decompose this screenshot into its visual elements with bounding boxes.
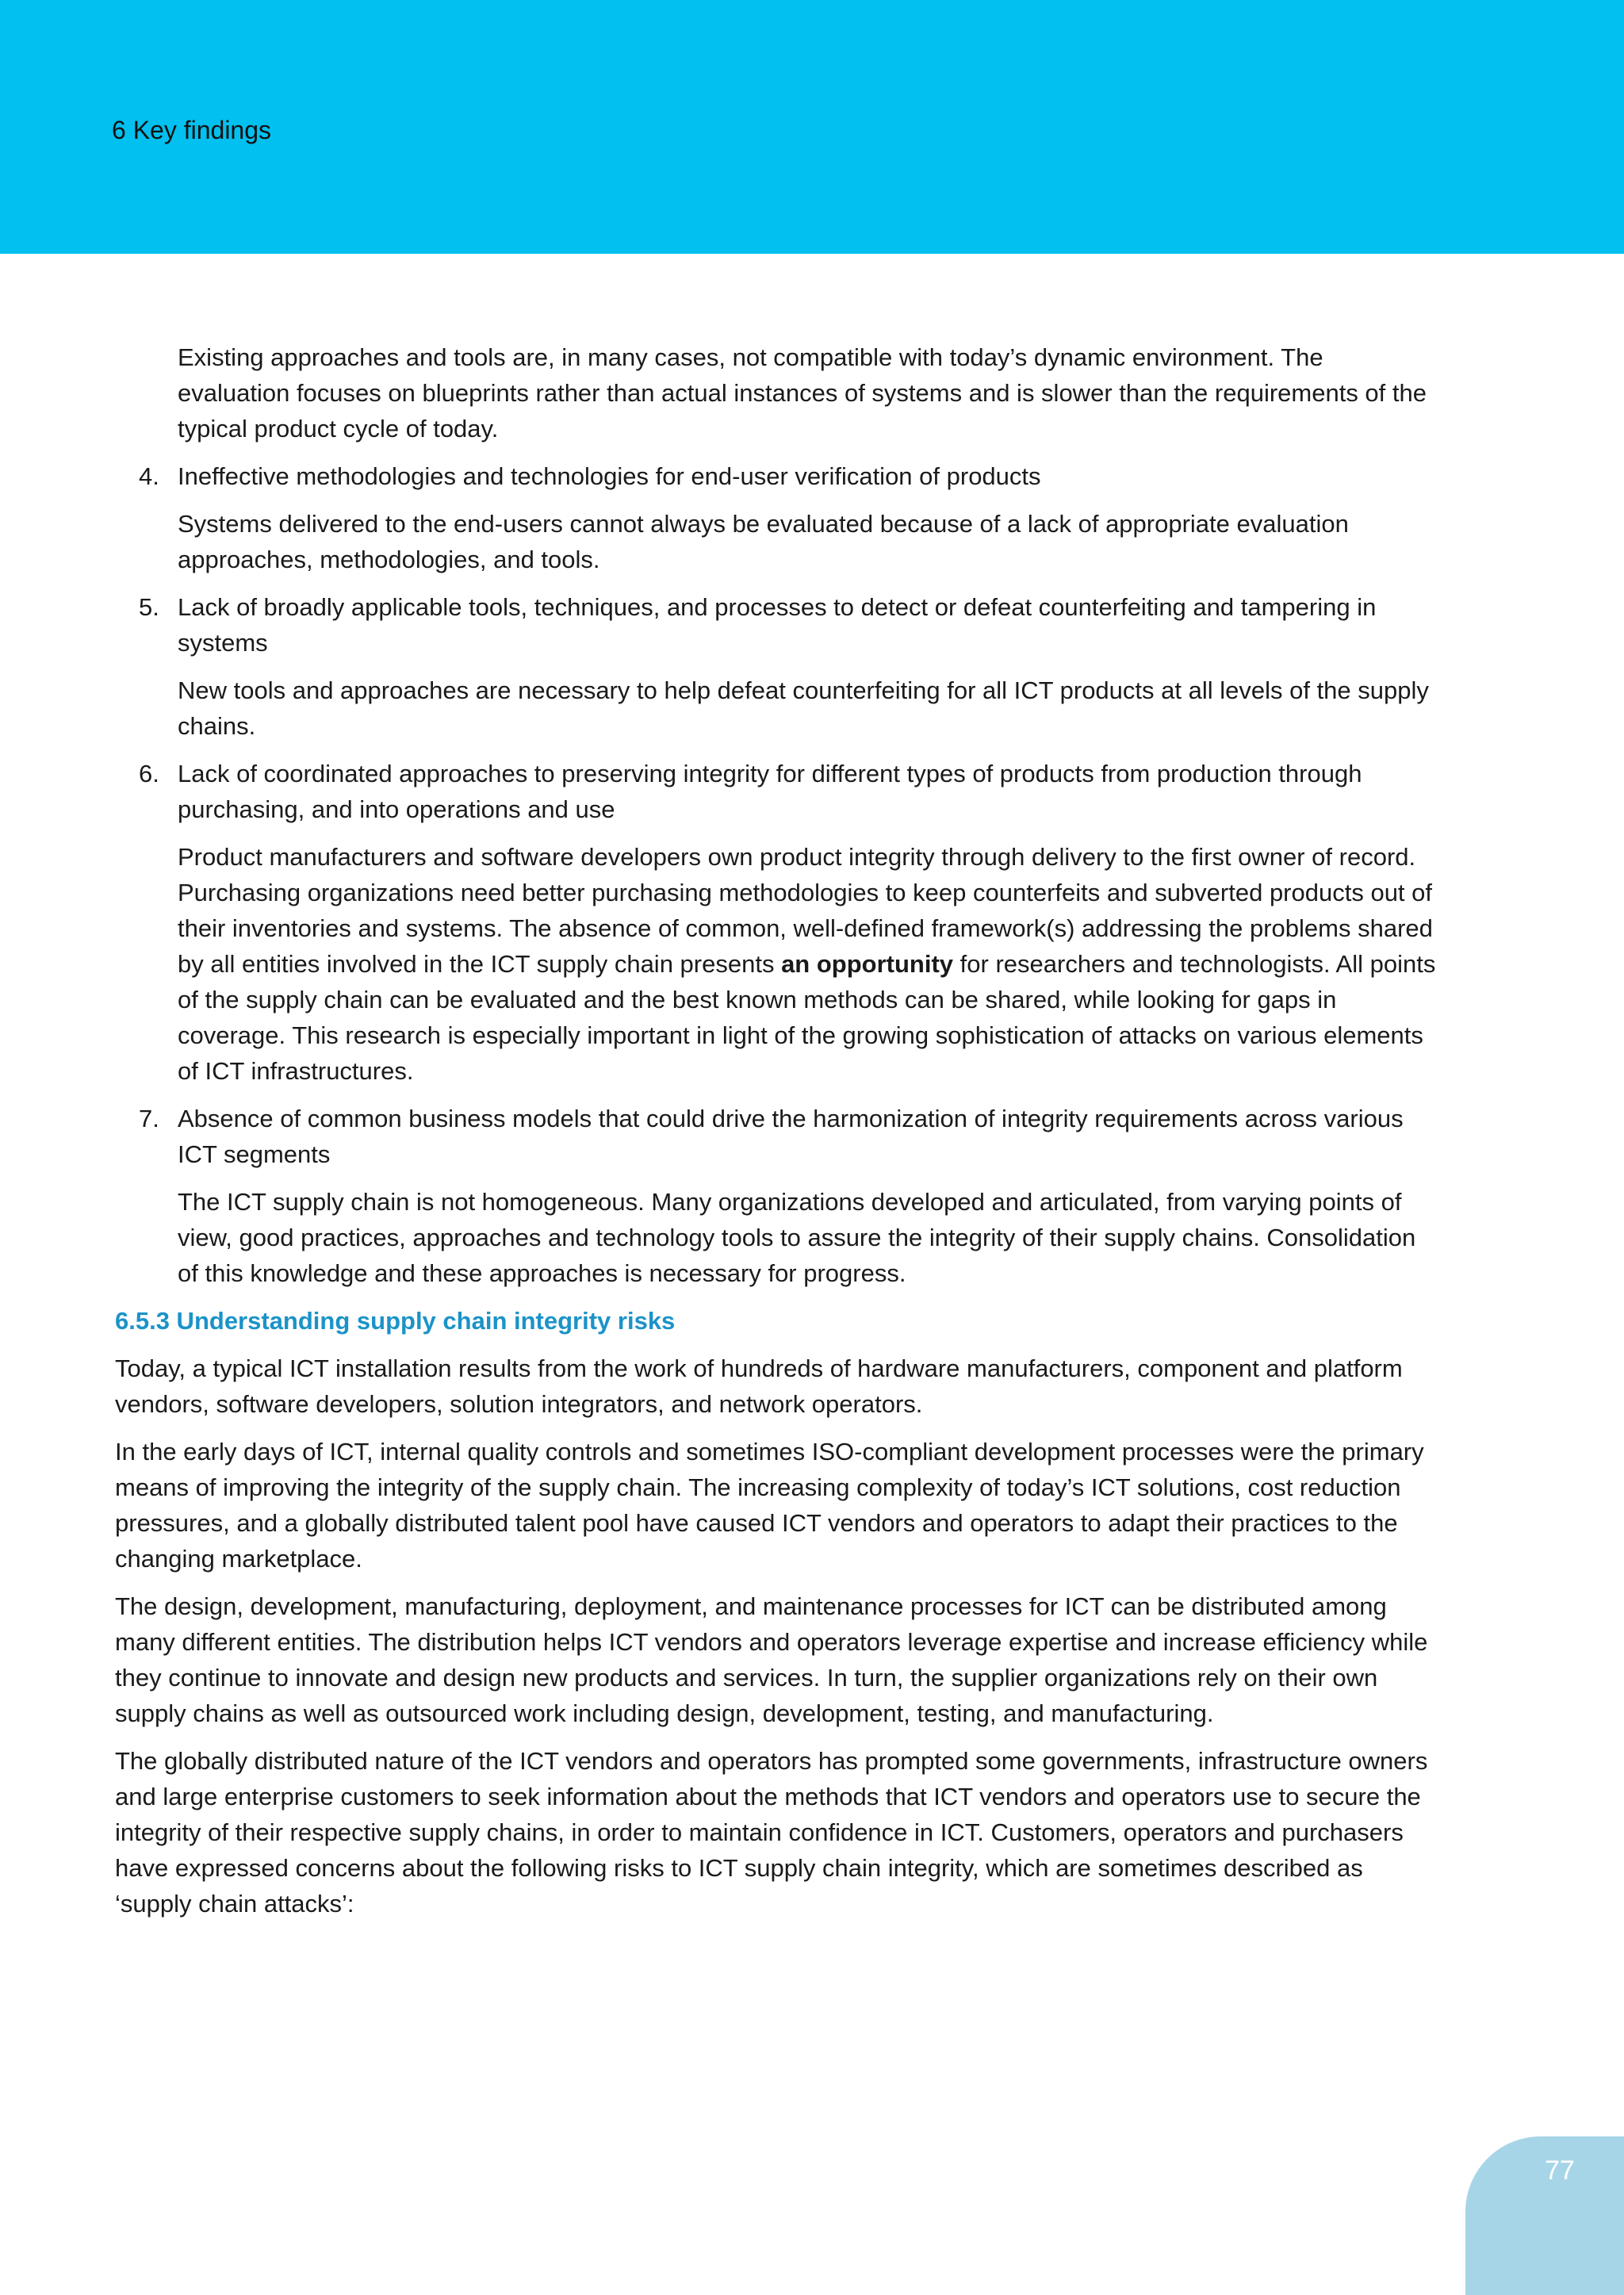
list-item-4 bbox=[115, 458, 1438, 494]
list-number: 4. bbox=[139, 462, 159, 490]
list-item-5 bbox=[115, 589, 1438, 661]
list-item-title: Ineffective methodologies and technologies for end-user verification of products bbox=[178, 462, 1041, 490]
body-text-run: Product manufacturers and software developers own product integrity through delivery to the first owner of record. Purchasing organizations need better purchasing methodologies to keep counterfeits and subverted products out of their inventories and systems. The absence of common, well-defined framework(s) addressing the problems shared by all entities involved in the ICT supply chain presents bbox=[178, 843, 1433, 978]
list-item-7 bbox=[115, 1101, 1438, 1172]
body-text-run: for researchers and technologists. All points of the supply chain can be evaluated and the best known methods can be shared, while looking for gaps in coverage. This research is especially important in light of the growing sophistication of attacks on various elements of ICT infrastructures. bbox=[178, 950, 1436, 1085]
section-heading: 6.5.3 Understanding supply chain integrity risks bbox=[115, 1307, 676, 1335]
body-text bbox=[115, 339, 1438, 1933]
intro-paragraph: Existing approaches and tools are, in many cases, not compatible with today’s dynamic environment. The evaluation focuses on blueprints rather than actual instances of systems and is slower than the requirements of the typical product cycle of today. bbox=[178, 343, 1427, 443]
list-item-body: Systems delivered to the end-users cannot always be evaluated because of a lack of appropriate evaluation approaches, methodologies, and tools. bbox=[178, 510, 1349, 573]
list-item-title: Lack of coordinated approaches to preserving integrity for different types of products from production through purchasing, and into operations and use bbox=[178, 760, 1362, 823]
paragraph: In the early days of ICT, internal quality controls and sometimes ISO-compliant development processes were the primary means of improving the integrity of the supply chain. The increasing complexity of today’s ICT solutions, cost reduction pressures, and a globally distributed talent pool have caused ICT vendors and operators to adapt their practices to the changing marketplace. bbox=[115, 1438, 1424, 1573]
list-item-title: Lack of broadly applicable tools, techniques, and processes to detect or defeat counterfeiting and tampering in systems bbox=[178, 593, 1377, 657]
paragraph: The design, development, manufacturing, deployment, and maintenance processes for ICT can be distributed among many different entities. The distribution helps ICT vendors and operators leverage expertise and increase efficiency while they continue to innovate and design new products and services. In turn, the supplier organizations rely on their own supply chains as well as outsourced work including design, development, testing, and manufacturing. bbox=[115, 1592, 1428, 1727]
page-number: 77 bbox=[1545, 2155, 1575, 2186]
emphasis-text: an opportunity bbox=[781, 950, 954, 978]
paragraph: Today, a typical ICT installation results from the work of hundreds of hardware manufacturers, component and platform vendors, software developers, solution integrators, and network operators. bbox=[115, 1354, 1403, 1418]
list-item-body: The ICT supply chain is not homogeneous. Many organizations developed and articulated, from varying points of view, good practices, approaches and technology tools to assure the integrity of their supply chains. Consolidation of this knowledge and these approaches is necessary for progress. bbox=[178, 1188, 1416, 1287]
list-item-body: New tools and approaches are necessary to help defeat counterfeiting for all ICT products at all levels of the supply chains. bbox=[178, 676, 1429, 740]
running-head: 6 Key findings bbox=[112, 116, 272, 144]
list-number: 7. bbox=[139, 1105, 159, 1132]
list-item-title: Absence of common business models that could drive the harmonization of integrity requirements across various ICT segments bbox=[178, 1105, 1404, 1168]
list-item-6 bbox=[115, 756, 1438, 827]
list-number: 6. bbox=[139, 760, 159, 787]
list-number: 5. bbox=[139, 593, 159, 621]
paragraph: The globally distributed nature of the ICT vendors and operators has prompted some governments, infrastructure owners and large enterprise customers to seek information about the methods that ICT vendors and operators use to secure the integrity of their respective supply chains, in order to maintain confidence in ICT. Customers, operators and purchasers have expressed concerns about the following risks to ICT supply chain integrity, which are sometimes described as ‘supply chain attacks’: bbox=[115, 1747, 1428, 1918]
list-item-body bbox=[115, 839, 1438, 1089]
